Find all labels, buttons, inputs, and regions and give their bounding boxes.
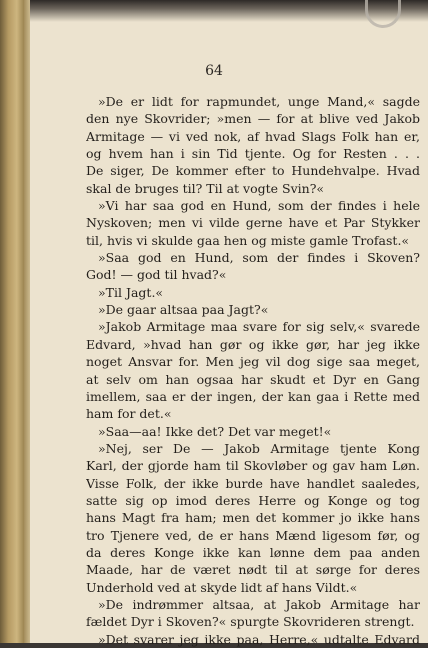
text-line: »De er lidt for rapmundet, unge Mand,« sagde	[98, 94, 420, 109]
text-line: »Vi har saa god en Hund, som der findes i hele	[98, 198, 420, 214]
text-line: Armitage — vi ved nok, af hvad Slags Folk han er,	[86, 128, 420, 144]
text-line: til, hvis vi skulde gaa hen og miste gamle Trofast.«	[86, 232, 410, 248]
body-text	[86, 93, 420, 648]
text-line: »Nej, ser De — Jakob Armitage tjente Kong	[98, 440, 420, 456]
text-line: Karl, der gjorde ham til Skovløber og gav ham Løn.	[86, 458, 420, 474]
text-line: noget Ansvar for. Men jeg vil dog sige saa meget,	[86, 354, 420, 370]
text-line: Maade, har de været nødt til at sørge for deres	[86, 562, 420, 578]
text-line: Nyskoven; men vi vilde gerne have et Par Stykker	[86, 215, 420, 231]
text-line: imellem, saa er der ingen, der kan gaa i Rette med	[86, 388, 420, 404]
text-line: fældet Dyr i Skoven?« spurgte Skovrideren strengt.	[86, 614, 415, 630]
text-line: at selv om han ogsaa har skudt et Dyr en Gang	[86, 371, 420, 387]
text-line: Edvard, »hvad han gør og ikke gør, har jeg ikke	[86, 336, 420, 352]
text-line: »Til Jagt.«	[98, 284, 164, 300]
text-line: hans Magt fra ham; men det kommer jo ikke hans	[86, 510, 420, 526]
text-line: Visse Folk, der ikke burde have handlet saaledes,	[86, 475, 420, 491]
text-line: »De gaar altsaa paa Jagt?«	[98, 302, 269, 318]
text-line: satte sig op imod deres Herre og Konge og tog	[86, 492, 420, 508]
page-number: 64	[205, 63, 223, 79]
book-binding	[0, 0, 24, 643]
text-line: den nye Skovrider; »men — for at blive ved Jakob	[86, 111, 420, 127]
text-line: skal de bruges til? Til at vogte Svin?«	[86, 180, 325, 196]
text-line: God! — god til hvad?«	[86, 267, 227, 283]
text-line: De siger, De kommer efter to Hundehvalpe. Hvad	[86, 163, 420, 179]
text-line: »Saa—aa! Ikke det? Det var meget!«	[98, 423, 332, 439]
text-line: tro Tjenere ved, de er hans Mænd ligesom før, og	[86, 527, 420, 543]
text-line: og hvem han i sin Tid tjente. Og for Resten . . .	[86, 146, 420, 162]
text-line: Underhold ved at skyde lidt af hans Vildt.«	[86, 579, 358, 595]
text-line: ham for det.«	[86, 406, 172, 422]
text-line: »Jakob Armitage maa svare for sig selv,« svarede	[98, 319, 420, 335]
text-line: da deres Konge ikke kan lønne dem paa anden	[86, 544, 420, 560]
text-line: »Saa god en Hund, som der findes i Skoven?	[98, 250, 420, 266]
text-line: »Det svarer jeg ikke paa, Herre,« udtalte Edvard	[98, 631, 420, 647]
text-line: »De indrømmer altsaa, at Jakob Armitage har	[98, 596, 420, 612]
